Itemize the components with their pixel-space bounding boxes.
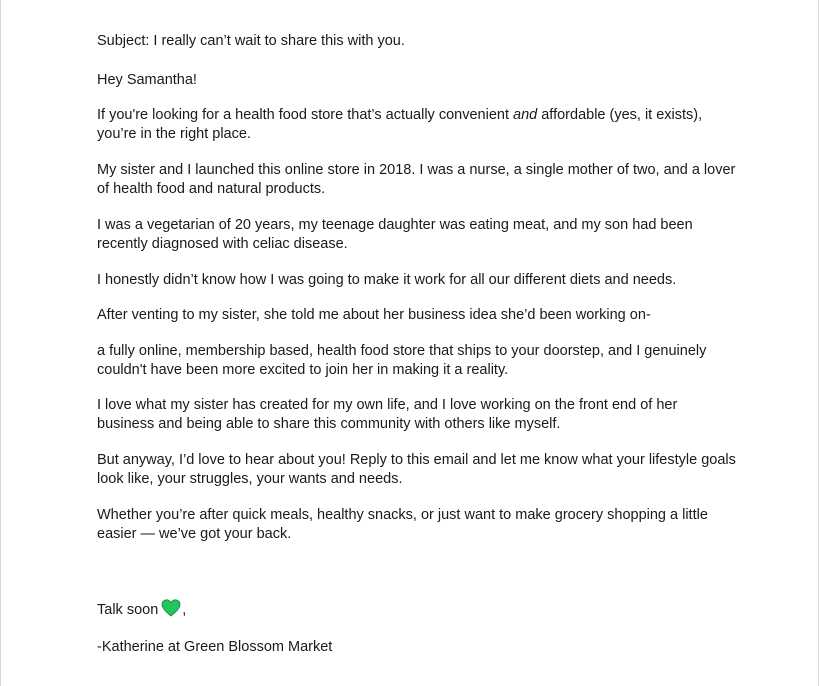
- paragraph-store-idea: a fully online, membership based, health food store that ships to your doorstep, and I genuinely couldn't have been more excited to join her in making it a reality.: [97, 343, 707, 378]
- signoff-text: Talk soon: [97, 602, 159, 618]
- signature: -Katherine at Green Blossom Market: [97, 639, 333, 655]
- p1-emphasis: and: [513, 107, 538, 123]
- paragraph-diets: I honestly didn’t know how I was going to make it work for all our different diets and needs.: [97, 272, 677, 288]
- signoff-comma: ,: [182, 602, 187, 618]
- paragraph-launch: My sister and I launched this online store in 2018. I was a nurse, a single mother of two, and a lover of health food and natural products.: [97, 162, 736, 197]
- green-heart-icon: [161, 599, 181, 623]
- paragraph-family: I was a vegetarian of 20 years, my teenage daughter was eating meat, and my son had been recently diagnosed with celiac disease.: [97, 217, 693, 252]
- p1-text-end: affordable (yes, it exists), you’re in the right place.: [97, 107, 703, 142]
- paragraph-venting: After venting to my sister, she told me about her business idea she’d been working on-: [97, 307, 651, 323]
- signoff: [97, 599, 737, 623]
- email-subject: Subject: I really can’t wait to share this with you.: [97, 33, 405, 49]
- paragraph-reply-request: But anyway, I’d love to hear about you! Reply to this email and let me know what your lifestyle goals look like, your struggles, your wants and needs.: [97, 452, 736, 487]
- paragraph-back: Whether you’re after quick meals, healthy snacks, or just want to make grocery shopping a little easier — we’ve got your back.: [97, 507, 708, 542]
- paragraph-community: I love what my sister has created for my own life, and I love working on the front end of her business and being able to share this community with others like myself.: [97, 397, 678, 432]
- paragraph-convenient: [97, 106, 737, 144]
- greeting: Hey Samantha!: [97, 72, 197, 88]
- p1-text-start: If you're looking for a health food store that’s actually convenient: [97, 107, 514, 123]
